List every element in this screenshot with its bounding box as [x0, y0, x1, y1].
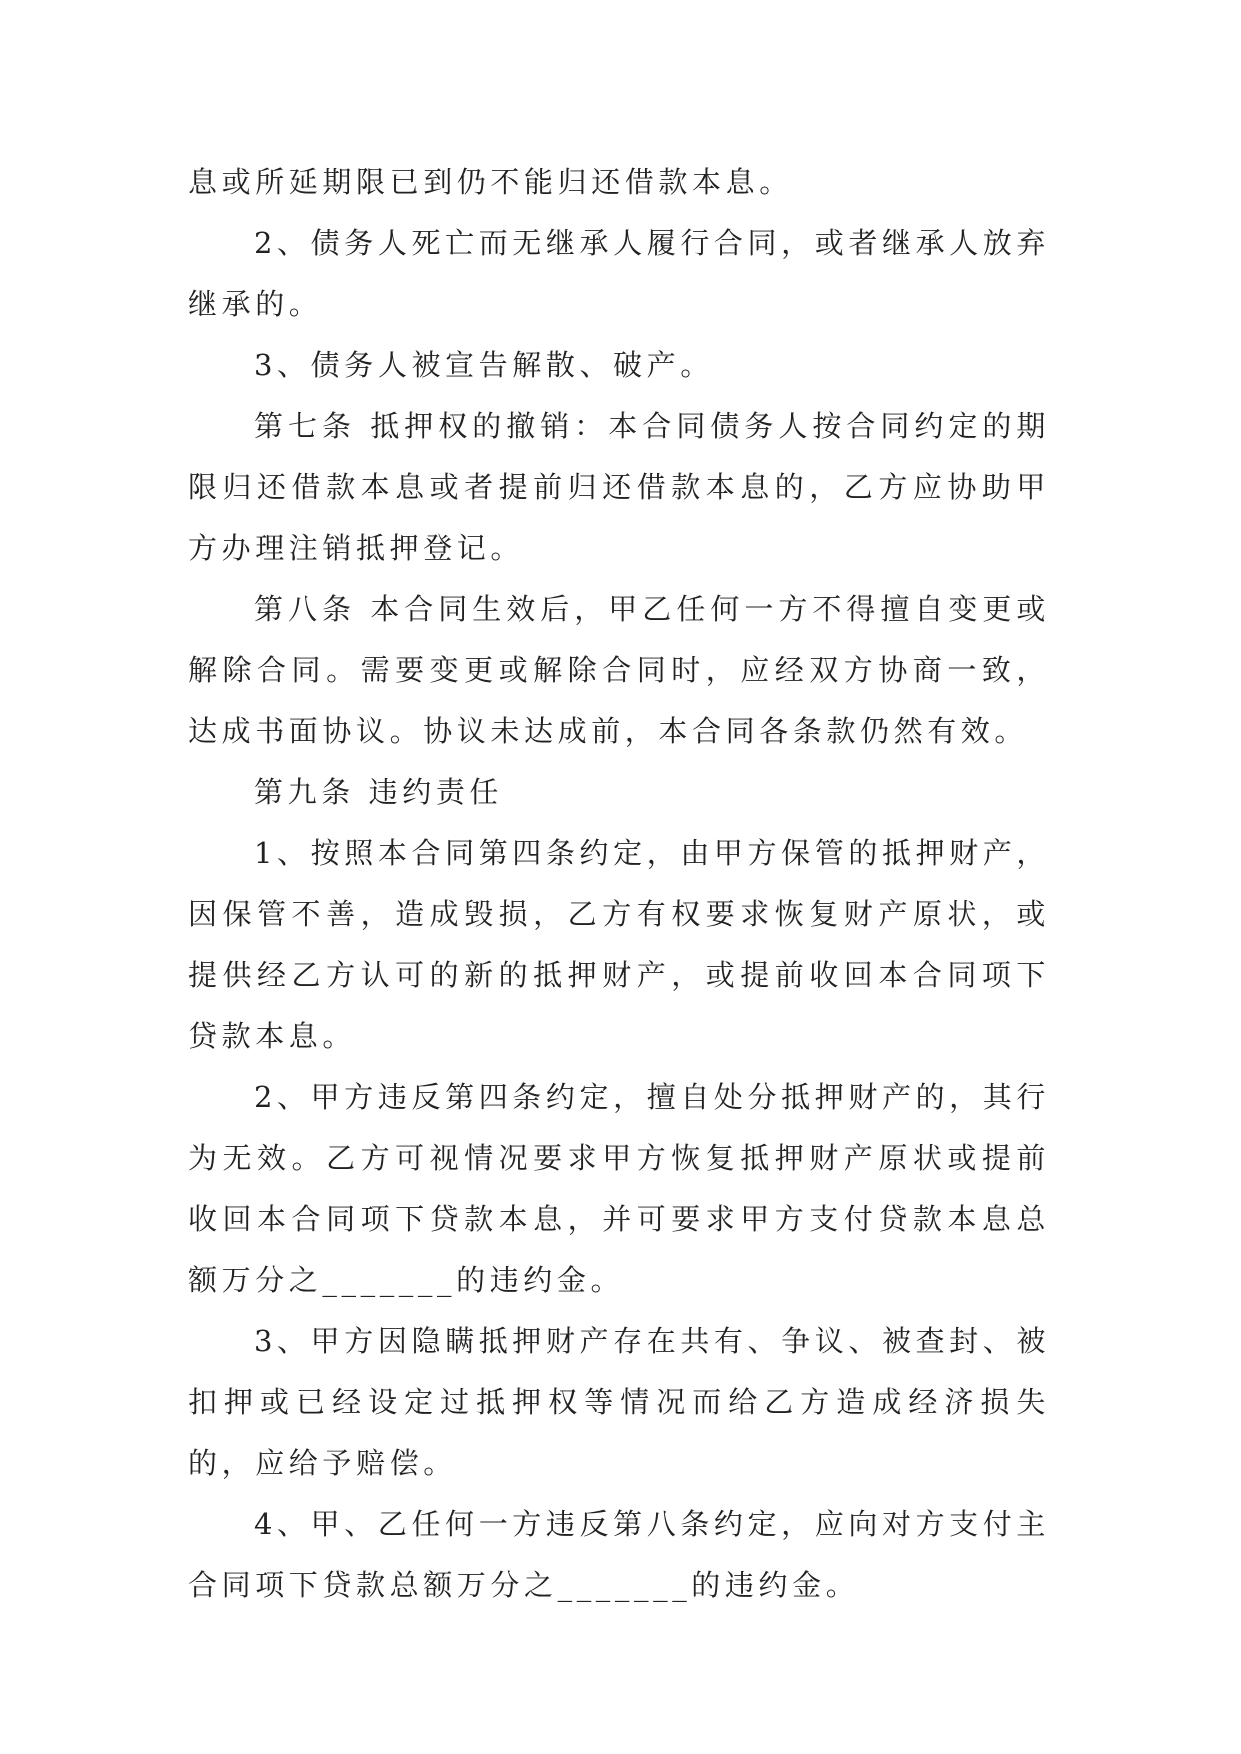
document-body: [188, 152, 1050, 1616]
paragraph-article-9-item-3: 3、甲方因隐瞒抵押财产存在共有、争议、被查封、被扣押或已经设定过抵押权等情况而给乙方造成经济损失的，应给予赔偿。: [188, 1324, 1050, 1480]
paragraph-article-7: 第七条 抵押权的撤销：本合同债务人按合同约定的期限归还借款本息或者提前归还借款本息的，乙方应协助甲方办理注销抵押登记。: [188, 409, 1050, 565]
paragraph-clause-6-item-3: 3、债务人被宣告解散、破产。: [254, 348, 714, 382]
paragraph-article-9-heading: 第九条 违约责任: [254, 775, 504, 809]
paragraph-article-9-item-1: 1、按照本合同第四条约定，由甲方保管的抵押财产，因保管不善，造成毁损，乙方有权要求恢复财产原状，或提供经乙方认可的新的抵押财产，或提前收回本合同项下贷款本息。: [188, 836, 1050, 1053]
paragraph-clause-6-item-2: 2、债务人死亡而无继承人履行合同，或者继承人放弃继承的。: [188, 226, 1050, 321]
paragraph-continuation: 息或所延期限已到仍不能归还借款本息。: [188, 165, 793, 199]
paragraph-article-8: 第八条 本合同生效后，甲乙任何一方不得擅自变更或解除合同。需要变更或解除合同时，应经双方协商一致，达成书面协议。协议未达成前，本合同各条款仍然有效。: [188, 592, 1050, 748]
paragraph-article-9-item-4: 4、甲、乙任何一方违反第八条约定，应向对方支付主合同项下贷款总额万分之_______的违约金。: [188, 1507, 1050, 1602]
paragraph-article-9-item-2: 2、甲方违反第四条约定，擅自处分抵押财产的，其行为无效。乙方可视情况要求甲方恢复抵押财产原状或提前收回本合同项下贷款本息，并可要求甲方支付贷款本息总额万分之_______的违约金。: [188, 1080, 1050, 1297]
